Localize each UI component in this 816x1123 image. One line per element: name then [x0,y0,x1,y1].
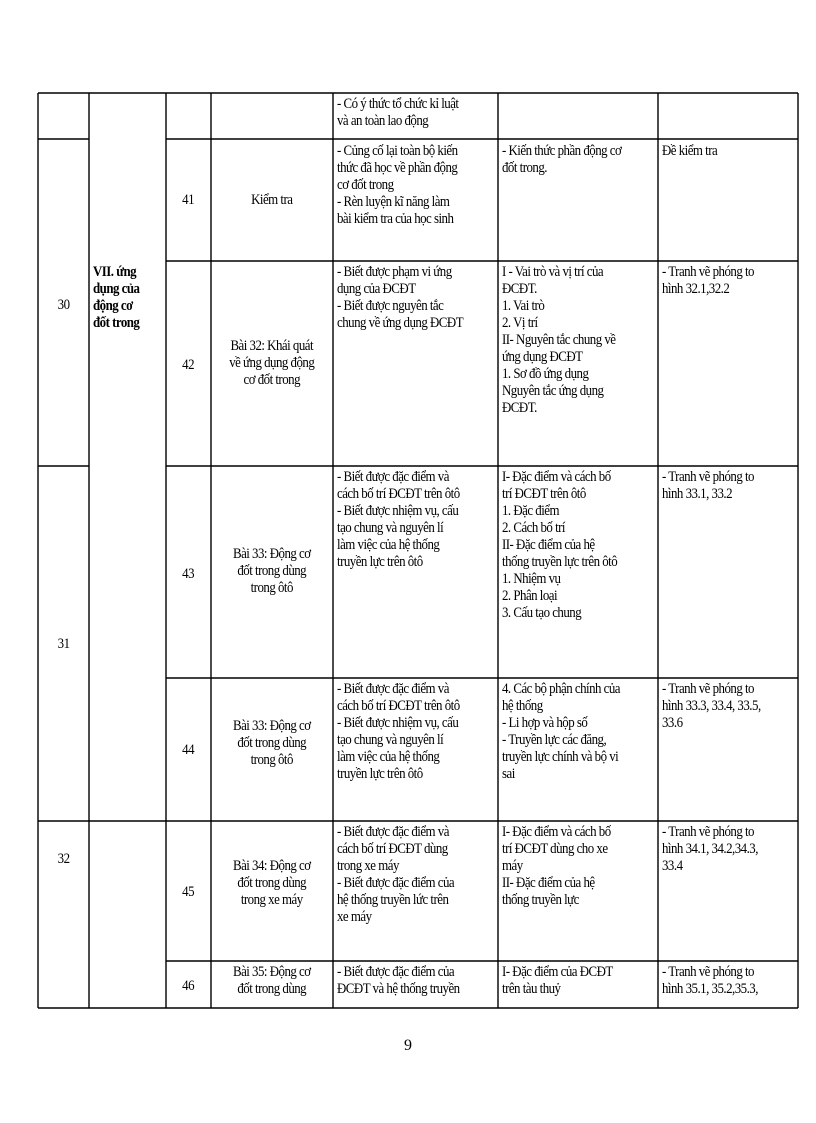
week-31: 31 [57,636,70,652]
row2-content: I - Vai trò và vị trí của ĐCĐT. 1. Vai trò 2. Vị trí II- Nguyên tắc chung về ứng dụng ĐCĐT 1. Sơ đồ ứng dụng Nguyên tắc ứng dụng ĐCĐT. [502,264,616,416]
row5-lesson-name: Bài 34: Động cơ đốt trong dùng trong xe máy [233,858,311,908]
row5-lesson-no: 45 [182,884,195,900]
row1-content: - Kiến thức phần động cơ đốt trong. [502,143,622,176]
chapter-vii: VII. ứng dụng của động cơ đốt trong [93,264,140,331]
row6-materials: - Tranh vẽ phóng to hình 35.1, 35.2,35.3, [662,964,758,997]
row3-lesson-no: 43 [182,566,195,582]
row3-lesson-name: Bài 33: Động cơ đốt trong dùng trong ôtô [233,546,311,596]
page-number: 9 [404,1037,412,1054]
row5-materials: - Tranh vẽ phóng to hình 34.1, 34.2,34.3, 33.4 [662,824,758,874]
row4-lesson-name: Bài 33: Động cơ đốt trong dùng trong ôtô [233,718,311,768]
row5-content: I- Đặc điểm và cách bố trí ĐCĐT dùng cho xe máy II- Đặc điểm của hệ thống truyền lực [502,824,611,908]
row3-objectives: - Biết được đặc điểm và cách bố trí ĐCĐT trên ôtô - Biết được nhiệm vụ, cấu tạo chung và nguyên lí làm việc của hệ thống truyền lực trên ôtô [337,469,460,570]
row4-materials: - Tranh vẽ phóng to hình 33.3, 33.4, 33.5, 33.6 [662,681,761,731]
row6-content: I- Đặc điểm của ĐCĐT trên tàu thuỷ [502,964,613,997]
row4-objectives: - Biết được đặc điểm và cách bố trí ĐCĐT trên ôtô - Biết được nhiệm vụ, cấu tạo chung và nguyên lí làm việc của hệ thống truyền lực trên ôtô [337,681,460,782]
row4-content: 4. Các bộ phận chính của hệ thống - Li hợp và hộp số - Truyền lực các đăng, truyền lực chính và bộ vi sai [502,681,621,782]
row6-lesson-name: Bài 35: Động cơ đốt trong dùng [233,964,311,997]
row3-materials: - Tranh vẽ phóng to hình 33.1, 33.2 [662,469,754,502]
row6-objectives: - Biết được đặc điểm của ĐCĐT và hệ thống truyền [337,964,460,997]
row5-objectives: - Biết được đặc điểm và cách bố trí ĐCĐT dùng trong xe máy - Biết được đặc điểm của hệ thống truyền lức trên xe máy [337,824,455,925]
row1-lesson-no: 41 [182,192,195,208]
week-30: 30 [57,297,70,313]
week-32: 32 [57,851,70,867]
row1-lesson-name: Kiểm tra [251,192,293,208]
row1-objectives: - Củng cố lại toàn bộ kiến thức đã học về phần động cơ đốt trong - Rèn luyện kĩ năng làm bài kiểm tra của học sinh [337,143,458,227]
row2-lesson-name: Bài 32: Khái quát về ứng dụng động cơ đốt trong [229,338,315,388]
row4-lesson-no: 44 [182,742,195,758]
row2-materials: - Tranh vẽ phóng to hình 32.1,32.2 [662,264,754,297]
row3-content: I- Đặc điểm và cách bố trí ĐCĐT trên ôtô 1. Đặc điểm 2. Cách bố trí II- Đặc điểm của hệ thống truyền lực trên ôtô 1. Nhiệm vụ 2. Phân loại 3. Cấu tạo chung [502,469,618,621]
row2-objectives: - Biết được phạm vi ứng dụng của ĐCĐT - Biết được nguyên tắc chung về ứng dụng ĐCĐT [337,264,464,331]
row6-lesson-no: 46 [182,978,195,994]
row2-lesson-no: 42 [182,357,195,373]
row1-materials: Đề kiểm tra [662,143,718,159]
row0-objectives: - Có ý thức tổ chức kỉ luật và an toàn lao động [337,96,459,129]
